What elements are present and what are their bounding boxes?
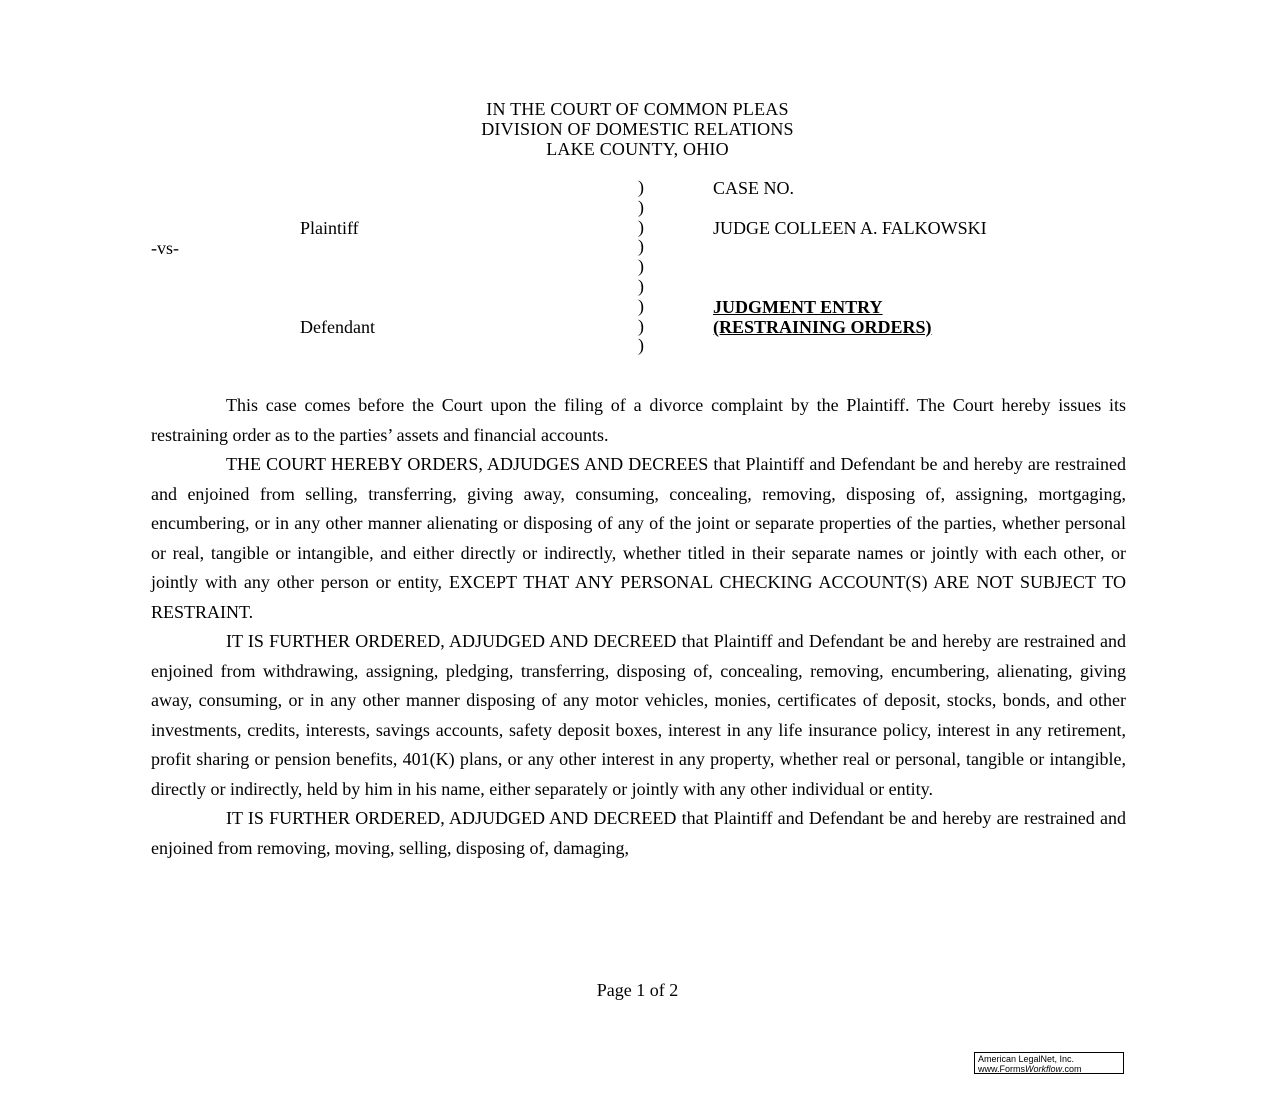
case-number-label: CASE NO. [713,178,795,198]
defendant-label: Defendant [300,317,375,337]
paren: ) [638,275,644,296]
order-paragraph-property: THE COURT HEREBY ORDERS, ADJUDGES AND DECREES that Plaintiff and Defendant be and hereby are restrained and enjoined from selling, transferring, giving away, consuming, concealing, removing, disposing of, assigning, mortgaging, encumbering, or in any other manner alienating or disposing of any of the joint or separate properties of the parties, whether personal or real, tangible or intangible, and either directly or indirectly, whether titled in their separate names or jointly with each other, or jointly with any other person or entity, EXCEPT THAT ANY PERSONAL CHECKING ACCOUNT(S) ARE NOT SUBJECT TO RESTRAINT. [151,454,1126,622]
order-body [151,391,1126,863]
paren: ) [638,216,644,237]
paren: ) [638,315,644,336]
page-number: Page 1 of 2 [596,980,679,1000]
paren: ) [638,196,644,217]
paren: ) [638,177,644,197]
versus-label: -vs- [151,238,179,258]
court-name: IN THE COURT OF COMMON PLEAS [486,99,789,119]
paren: ) [638,335,644,356]
paren: ) [638,295,644,316]
order-paragraph-removal: IT IS FURTHER ORDERED, ADJUDGED AND DECREED that Plaintiff and Defendant be and hereby are restrained and enjoined from removing, moving, selling, disposing of, damaging, [151,808,1126,858]
court-division: DIVISION OF DOMESTIC RELATIONS [481,119,794,139]
order-paragraph-accounts: IT IS FURTHER ORDERED, ADJUDGED AND DECREED that Plaintiff and Defendant be and hereby are restrained and enjoined from withdrawing, assigning, pledging, transferring, disposing of, concealing, removing, encumbering, alienating, giving away, consuming, or in any other manner disposing of any motor vehicles, monies, certificates of deposit, stocks, bonds, and other investments, credits, interests, savings accounts, safety deposit boxes, interest in any life insurance policy, interest in any retirement, profit sharing or pension benefits, 401(K) plans, or any other interest in any property, whether real or personal, tangible or intangible, directly or indirectly, held by him in his name, either separately or jointly with any other individual or entity. [151,631,1126,799]
publisher-footer [974,1052,1124,1074]
plaintiff-label: Plaintiff [300,218,359,238]
publisher-name: American LegalNet, Inc. [978,1054,1075,1064]
document-subtitle: (RESTRAINING ORDERS) [713,317,932,337]
court-county: LAKE COUNTY, OHIO [546,139,729,159]
publisher-url: www.FormsWorkflow.com [978,1064,1082,1074]
paren: ) [638,236,644,257]
document-title: JUDGMENT ENTRY [713,297,883,317]
paren: ) [638,256,644,277]
case-caption [0,0,1275,360]
caption-parentheses [638,178,644,356]
judge-name: JUDGE COLLEEN A. FALKOWSKI [713,218,987,238]
intro-paragraph: This case comes before the Court upon the filing of a divorce complaint by the Plaintiff. The Court hereby issues its restraining order as to the parties’ assets and financial accounts. [151,395,1126,445]
